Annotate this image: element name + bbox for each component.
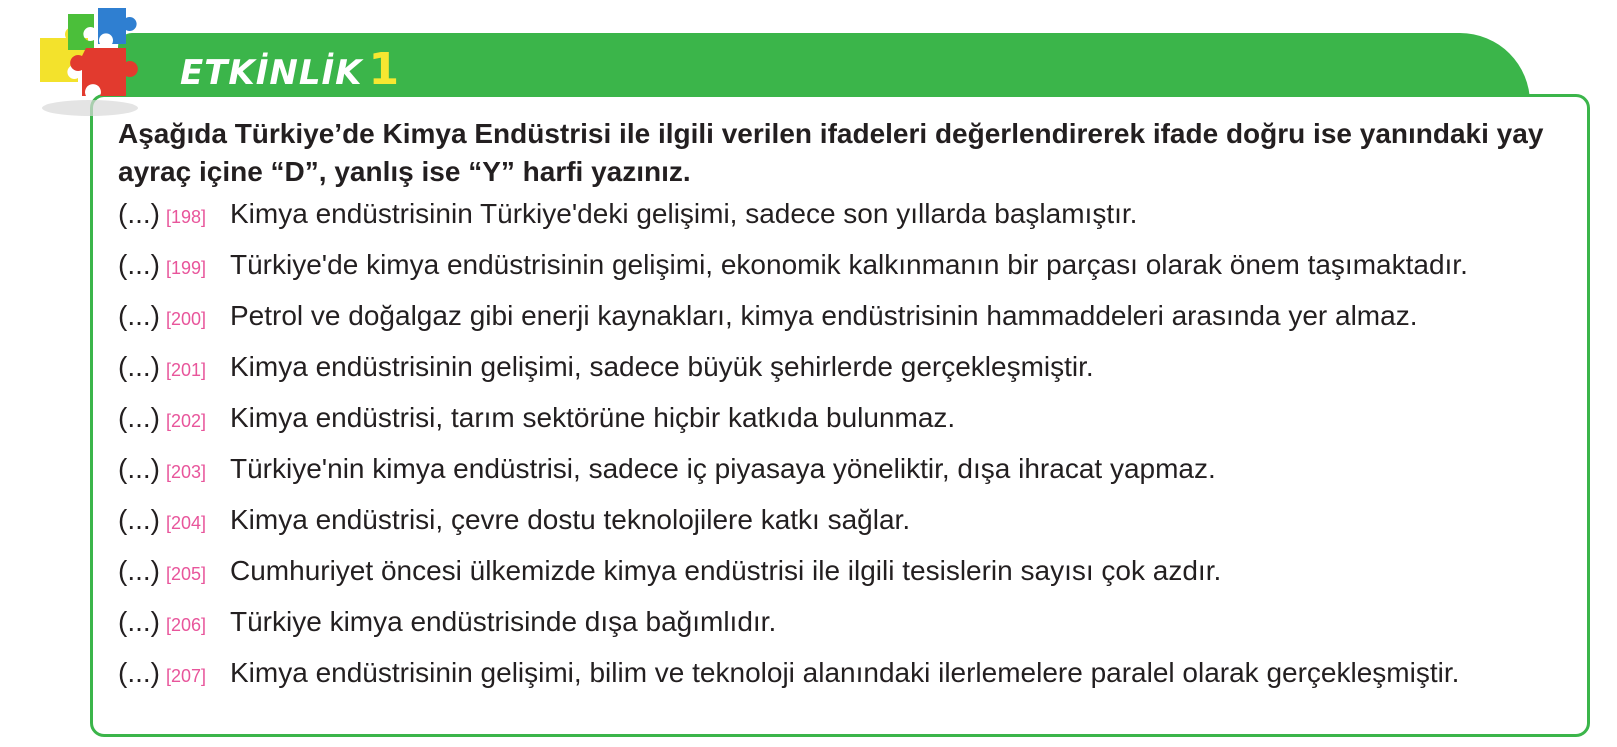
activity-title-number: 1 (368, 44, 401, 95)
question-number: [200] (166, 309, 207, 329)
statement-item (118, 402, 1588, 453)
statement-text: Cumhuriyet öncesi ülkemizde kimya endüstrisi ile ilgili tesislerin sayısı çok azdır. (230, 555, 1222, 586)
question-number: [206] (166, 615, 207, 635)
answer-blank[interactable]: (...) (118, 453, 160, 484)
statement-item (118, 249, 1588, 300)
statement-text: Kimya endüstrisinin gelişimi, sadece büyük şehirlerde gerçekleşmiştir. (230, 351, 1094, 382)
answer-blank[interactable]: (...) (118, 555, 160, 586)
statement-text: Kimya endüstrisinin Türkiye'deki gelişimi, sadece son yıllarda başlamıştır. (230, 198, 1138, 229)
answer-blank[interactable]: (...) (118, 606, 160, 637)
puzzle-pieces-icon (28, 0, 158, 120)
statement-item (118, 555, 1588, 606)
answer-blank[interactable]: (...) (118, 300, 160, 331)
question-number: [207] (166, 666, 207, 686)
activity-title (180, 44, 400, 95)
question-number: [205] (166, 564, 207, 584)
answer-blank[interactable]: (...) (118, 402, 160, 433)
statement-item (118, 453, 1588, 504)
answer-blank[interactable]: (...) (118, 657, 160, 688)
question-number: [201] (166, 360, 207, 380)
statement-item (118, 606, 1588, 657)
answer-blank[interactable]: (...) (118, 351, 160, 382)
question-number: [199] (166, 258, 207, 278)
statement-text: Türkiye'nin kimya endüstrisi, sadece iç piyasaya yöneliktir, dışa ihracat yapmaz. (230, 453, 1216, 484)
statement-text: Kimya endüstrisi, çevre dostu teknolojilere katkı sağlar. (230, 504, 911, 535)
statement-item (118, 351, 1588, 402)
statement-item (118, 657, 1588, 708)
question-number: [198] (166, 207, 207, 227)
answer-blank[interactable]: (...) (118, 504, 160, 535)
statement-item (118, 300, 1588, 351)
statement-text: Kimya endüstrisi, tarım sektörüne hiçbir katkıda bulunmaz. (230, 402, 956, 433)
activity-title-word: ETKİNLİK (180, 53, 363, 93)
activity-instructions: Aşağıda Türkiye’de Kimya Endüstrisi ile ilgili verilen ifadeleri değerlendirerek ifade doğru ise yanındaki yay ayraç içine “D”, yanlış ise “Y” harfi yazınız. (118, 118, 1544, 187)
statement-list (118, 198, 1588, 708)
question-number: [204] (166, 513, 207, 533)
statement-text: Türkiye'de kimya endüstrisinin gelişimi, ekonomik kalkınmanın bir parçası olarak önem taşımaktadır. (230, 249, 1468, 280)
answer-blank[interactable]: (...) (118, 198, 160, 229)
question-number: [202] (166, 411, 207, 431)
statement-text: Kimya endüstrisinin gelişimi, bilim ve teknoloji alanındaki ilerlemelere paralel olarak gerçekleşmiştir. (230, 657, 1460, 688)
statement-item (118, 198, 1588, 249)
question-number: [203] (166, 462, 207, 482)
answer-blank[interactable]: (...) (118, 249, 160, 280)
statement-text: Türkiye kimya endüstrisinde dışa bağımlıdır. (230, 606, 777, 637)
statement-text: Petrol ve doğalgaz gibi enerji kaynakları, kimya endüstrisinin hammaddeleri arasında yer almaz. (230, 300, 1418, 331)
statement-item (118, 504, 1588, 555)
